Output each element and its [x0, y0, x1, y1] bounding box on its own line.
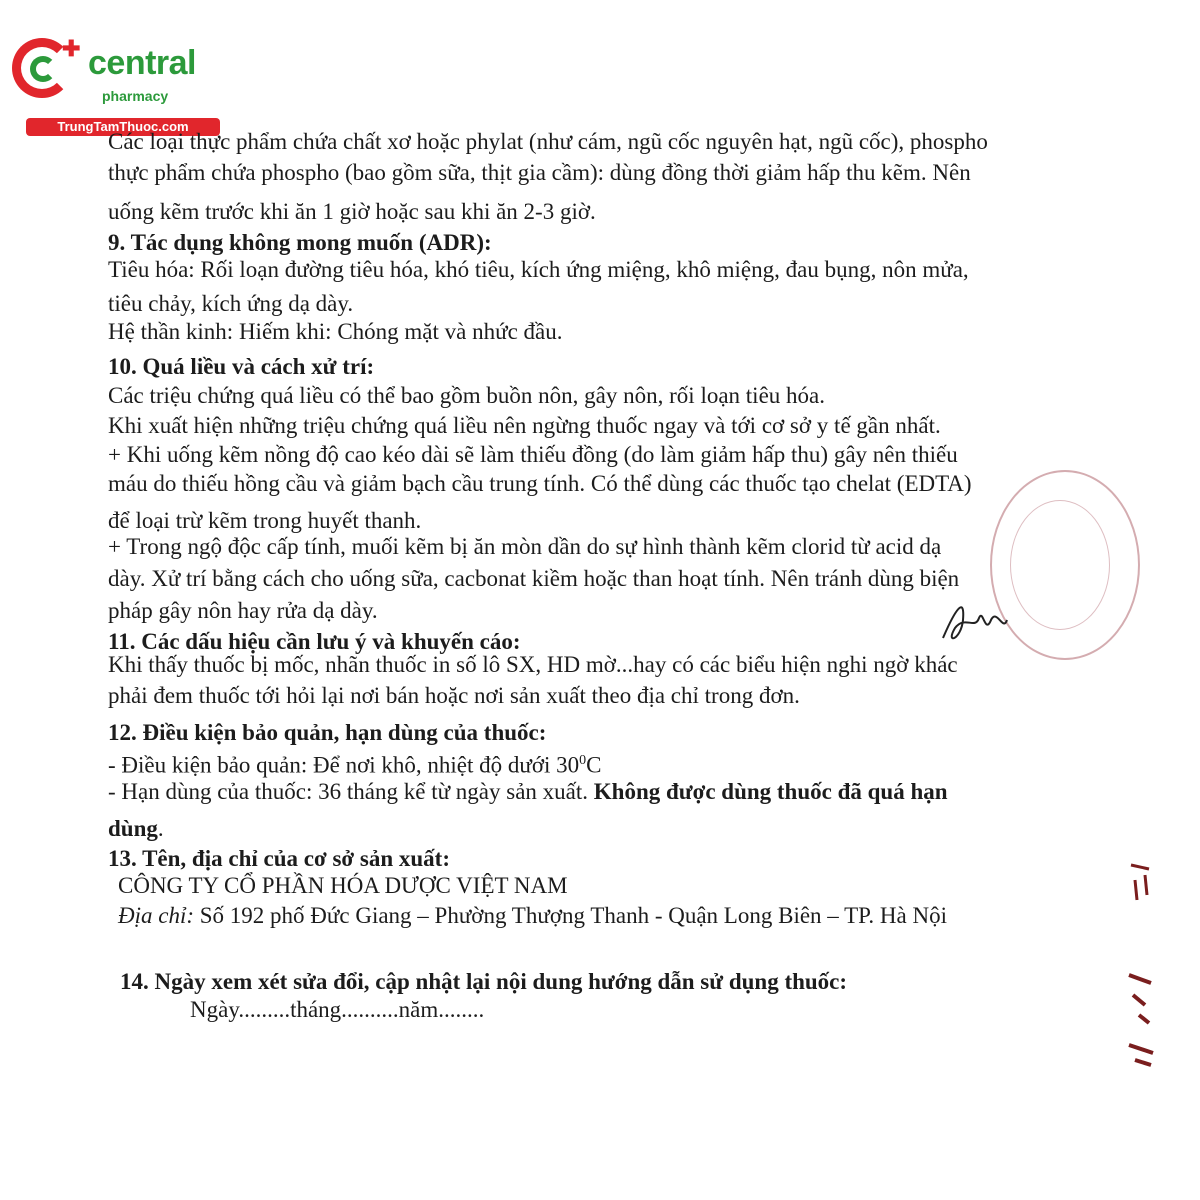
storage-text: - Điều kiện bảo quản: Để nơi khô, nhiệt độ dưới 30	[108, 752, 580, 778]
section-10-line: + Trong ngộ độc cấp tính, muối kẽm bị ăn mòn dần do sự hình thành kẽm clorid từ acid dạ	[108, 534, 942, 559]
storage-unit: C	[586, 752, 602, 778]
page-edge-stamp-marks	[1125, 855, 1157, 1070]
section-9-line: Hệ thần kinh: Hiếm khi: Chóng mặt và nhức đầu.	[108, 319, 563, 344]
section-12-heading: 12. Điều kiện bảo quản, hạn dùng của thuốc:	[108, 720, 547, 745]
section-10-line: Các triệu chứng quá liều có thể bao gồm buồn nôn, gây nôn, rối loạn tiêu hóa.	[108, 383, 825, 408]
company-name: CÔNG TY CỔ PHẦN HÓA DƯỢC VIỆT NAM	[118, 873, 568, 898]
section-9-heading: 9. Tác dụng không mong muốn (ADR):	[108, 230, 492, 255]
shelf-life-text: - Hạn dùng của thuốc: 36 tháng kể từ ngày sản xuất.	[108, 779, 594, 804]
section-10-line: pháp gây nôn hay rửa dạ dày.	[108, 598, 378, 623]
section-11-line: phải đem thuốc tới hỏi lại nơi bán hoặc nơi sản xuất theo địa chỉ trong đơn.	[108, 683, 800, 708]
intro-line-2: thực phẩm chứa phospho (bao gồm sữa, thịt gia cầm): dùng đồng thời giảm hấp thu kẽm. Nên	[108, 160, 971, 185]
intro-line-3: uống kẽm trước khi ăn 1 giờ hoặc sau khi ăn 2-3 giờ.	[108, 199, 596, 224]
company-address	[118, 902, 947, 930]
section-10-line: máu do thiếu hồng cầu và giảm bạch cầu trung tính. Có thể dùng các thuốc tạo chelat (EDTA)	[108, 471, 972, 496]
shelf-life-warning: Không được dùng thuốc đã quá hạn	[593, 779, 948, 804]
section-10-line: + Khi uống kẽm nồng độ cao kéo dài sẽ làm thiếu đồng (do làm giảm hấp thu) gây nên thiếu	[108, 442, 958, 467]
section-14-heading: 14. Ngày xem xét sửa đổi, cập nhật lại nội dung hướng dẫn sử dụng thuốc:	[120, 969, 848, 994]
section-9-line: tiêu chảy, kích ứng dạ dày.	[108, 291, 354, 316]
section-11-heading: 11. Các dấu hiệu cần lưu ý và khuyến cáo:	[108, 629, 521, 654]
shelf-life-warning-end: dùng	[108, 816, 158, 841]
logo-url-banner: TrungTamThuoc.com	[26, 118, 220, 136]
revision-date-line: Ngày.........tháng..........năm........	[190, 997, 485, 1022]
shelf-life-period: .	[157, 816, 164, 841]
section-13-heading: 13. Tên, địa chỉ của cơ sở sản xuất:	[108, 846, 450, 871]
logo-plus-icon: ✚	[62, 36, 81, 61]
address-label: Địa chỉ:	[118, 903, 195, 928]
degree-superscript: 0	[579, 753, 587, 768]
section-10-line: để loại trừ kẽm trong huyết thanh.	[108, 508, 422, 533]
shelf-life-line	[108, 778, 948, 806]
address-text: Số 192 phố Đức Giang – Phường Thượng Thanh - Quận Long Biên – TP. Hà Nội	[194, 903, 947, 928]
section-10-line: dày. Xử trí bằng cách cho uống sữa, cacbonat kiềm hoặc than hoạt tính. Nên tránh dùng biện	[108, 566, 960, 591]
section-9-line: Tiêu hóa: Rối loạn đường tiêu hóa, khó tiêu, kích ứng miệng, khô miệng, đau bụng, nôn mửa,	[108, 257, 969, 282]
intro-line-1: Các loại thực phẩm chứa chất xơ hoặc phylat (như cám, ngũ cốc nguyên hạt, ngũ cốc), phospho	[108, 129, 988, 154]
handwritten-signature	[935, 590, 1025, 650]
section-11-line: Khi thấy thuốc bị mốc, nhãn thuốc in số lô SX, HD mờ...hay có các biểu hiện nghi ngờ khác	[108, 652, 958, 677]
shelf-life-line-end	[108, 815, 164, 843]
storage-condition-line	[108, 747, 602, 780]
logo-name: central	[88, 44, 196, 82]
logo-subtitle: pharmacy	[102, 88, 169, 104]
company-stamp-inner-ring	[1010, 500, 1110, 630]
section-10-line: Khi xuất hiện những triệu chứng quá liều nên ngừng thuốc ngay và tới cơ sở y tế gần nhất.	[108, 413, 941, 438]
section-10-heading: 10. Quá liều và cách xử trí:	[108, 354, 375, 379]
